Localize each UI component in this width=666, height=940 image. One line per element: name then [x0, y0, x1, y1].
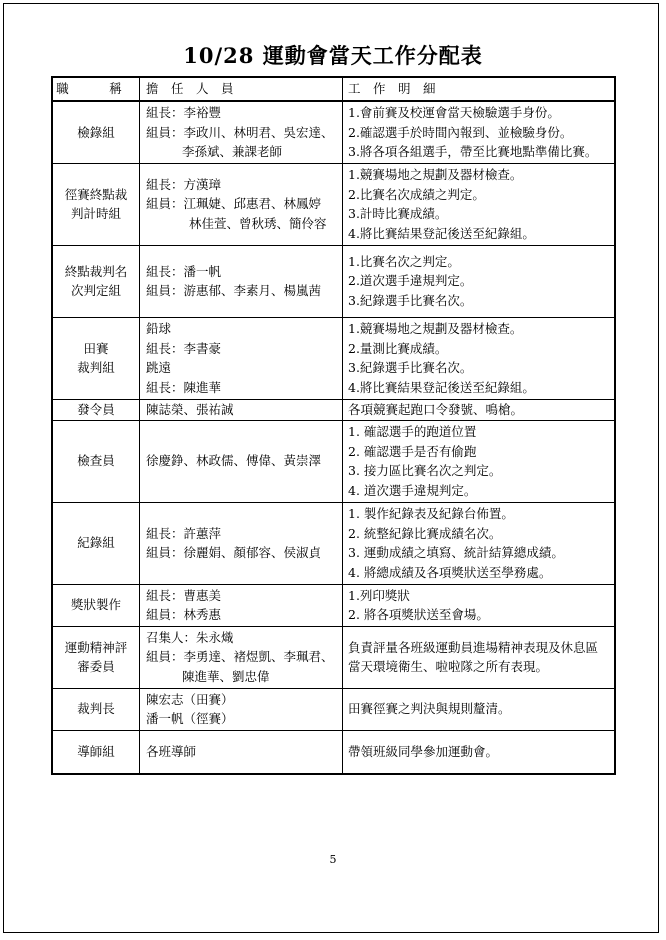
table-row [52, 163, 615, 245]
members-cell: 陳誌榮、張祐誠 [140, 399, 343, 420]
members-cell: 鉛球 組長：李書豪 跳遠 組長：陳進華 [140, 317, 343, 399]
duties-cell: 1.會前賽及校運會當天檢驗選手身份。 2.確認選手於時間內報到、並檢驗身份。 3.將各項各組選手，帶至比賽地點準備比賽。 [343, 101, 616, 163]
table-row [52, 730, 615, 774]
table-row [52, 101, 615, 163]
table-row [52, 420, 615, 502]
members-cell: 組長：曹惠美 組員：林秀惠 [140, 584, 343, 626]
duties-cell: 1.比賽名次之判定。 2.道次選手違規判定。 3.紀錄選手比賽名次。 [343, 245, 616, 317]
table-row [52, 626, 615, 688]
role-cell: 紀錄組 [52, 502, 140, 584]
table-row [52, 399, 615, 420]
role-cell: 導師組 [52, 730, 140, 774]
duties-cell: 帶領班級同學參加運動會。 [343, 730, 616, 774]
role-cell: 田賽 裁判組 [52, 317, 140, 399]
members-cell: 召集人：朱永熾 組員：李勇達、褚煜凱、李珮君、 陳進華、劉忠偉 [140, 626, 343, 688]
members-cell: 徐慶錚、林政儒、傅偉、黃崇澤 [140, 420, 343, 502]
members-cell: 組長：潘一帆 組員：游惠郁、李素月、楊嵐茜 [140, 245, 343, 317]
members-cell: 陳宏志（田賽） 潘一帆（徑賽） [140, 688, 343, 730]
page-number: 5 [329, 853, 337, 866]
role-cell: 檢錄組 [52, 101, 140, 163]
table-row [52, 502, 615, 584]
table-row [52, 584, 615, 626]
header-duties: 工 作 明 細 [343, 77, 616, 101]
table-row [52, 317, 615, 399]
duties-cell: 1. 確認選手的跑道位置 2. 確認選手是否有偷跑 3. 接力區比賽名次之判定。 4. 道次選手違規判定。 [343, 420, 616, 502]
members-cell: 各班導師 [140, 730, 343, 774]
duties-cell: 1.競賽場地之規劃及器材檢查。 2.比賽名次成績之判定。 3.計時比賽成績。 4.將比賽結果登記後送至紀錄組。 [343, 163, 616, 245]
header-position: 職 稱 [52, 77, 140, 101]
duties-cell: 田賽徑賽之判決與規則釐清。 [343, 688, 616, 730]
header-personnel: 擔 任 人 員 [140, 77, 343, 101]
role-cell: 徑賽終點裁 判計時組 [52, 163, 140, 245]
role-cell: 運動精神評 審委員 [52, 626, 140, 688]
duties-cell: 1. 製作紀錄表及紀錄台佈置。 2. 統整紀錄比賽成績名次。 3. 運動成績之填寫、統計結算總成績。 4. 將總成績及各項獎狀送至學務處。 [343, 502, 616, 584]
table-row [52, 245, 615, 317]
role-cell: 裁判長 [52, 688, 140, 730]
duties-cell: 負責評量各班級運動員進場精神表現及休息區 當天環境衛生、啦啦隊之所有表現。 [343, 626, 616, 688]
role-cell: 獎狀製作 [52, 584, 140, 626]
members-cell: 組長：李裕豐 組員：李政川、林明君、吳宏達、 李孫斌、兼課老師 [140, 101, 343, 163]
duties-cell: 1.列印獎狀 2. 將各項獎狀送至會場。 [343, 584, 616, 626]
table-header-row [52, 77, 615, 101]
duties-cell: 各項競賽起跑口令發號、鳴槍。 [343, 399, 616, 420]
role-cell: 終點裁判名 次判定組 [52, 245, 140, 317]
members-cell: 組長：方漢璋 組員：江珮婕、邱惠君、林鳳婷 林佳萱、曾秋琇、簡伶容 [140, 163, 343, 245]
members-cell: 組長：許蕙萍 組員：徐麗娟、顏郁容、侯淑貞 [140, 502, 343, 584]
duty-assignment-table [51, 76, 616, 775]
duties-cell: 1.競賽場地之規劃及器材檢查。 2.量測比賽成績。 3.紀錄選手比賽名次。 4.將比賽結果登記後送至紀錄組。 [343, 317, 616, 399]
role-cell: 檢查員 [52, 420, 140, 502]
page-title: 10/28 運動會當天工作分配表 [183, 43, 483, 68]
role-cell: 發令員 [52, 399, 140, 420]
table-row [52, 688, 615, 730]
